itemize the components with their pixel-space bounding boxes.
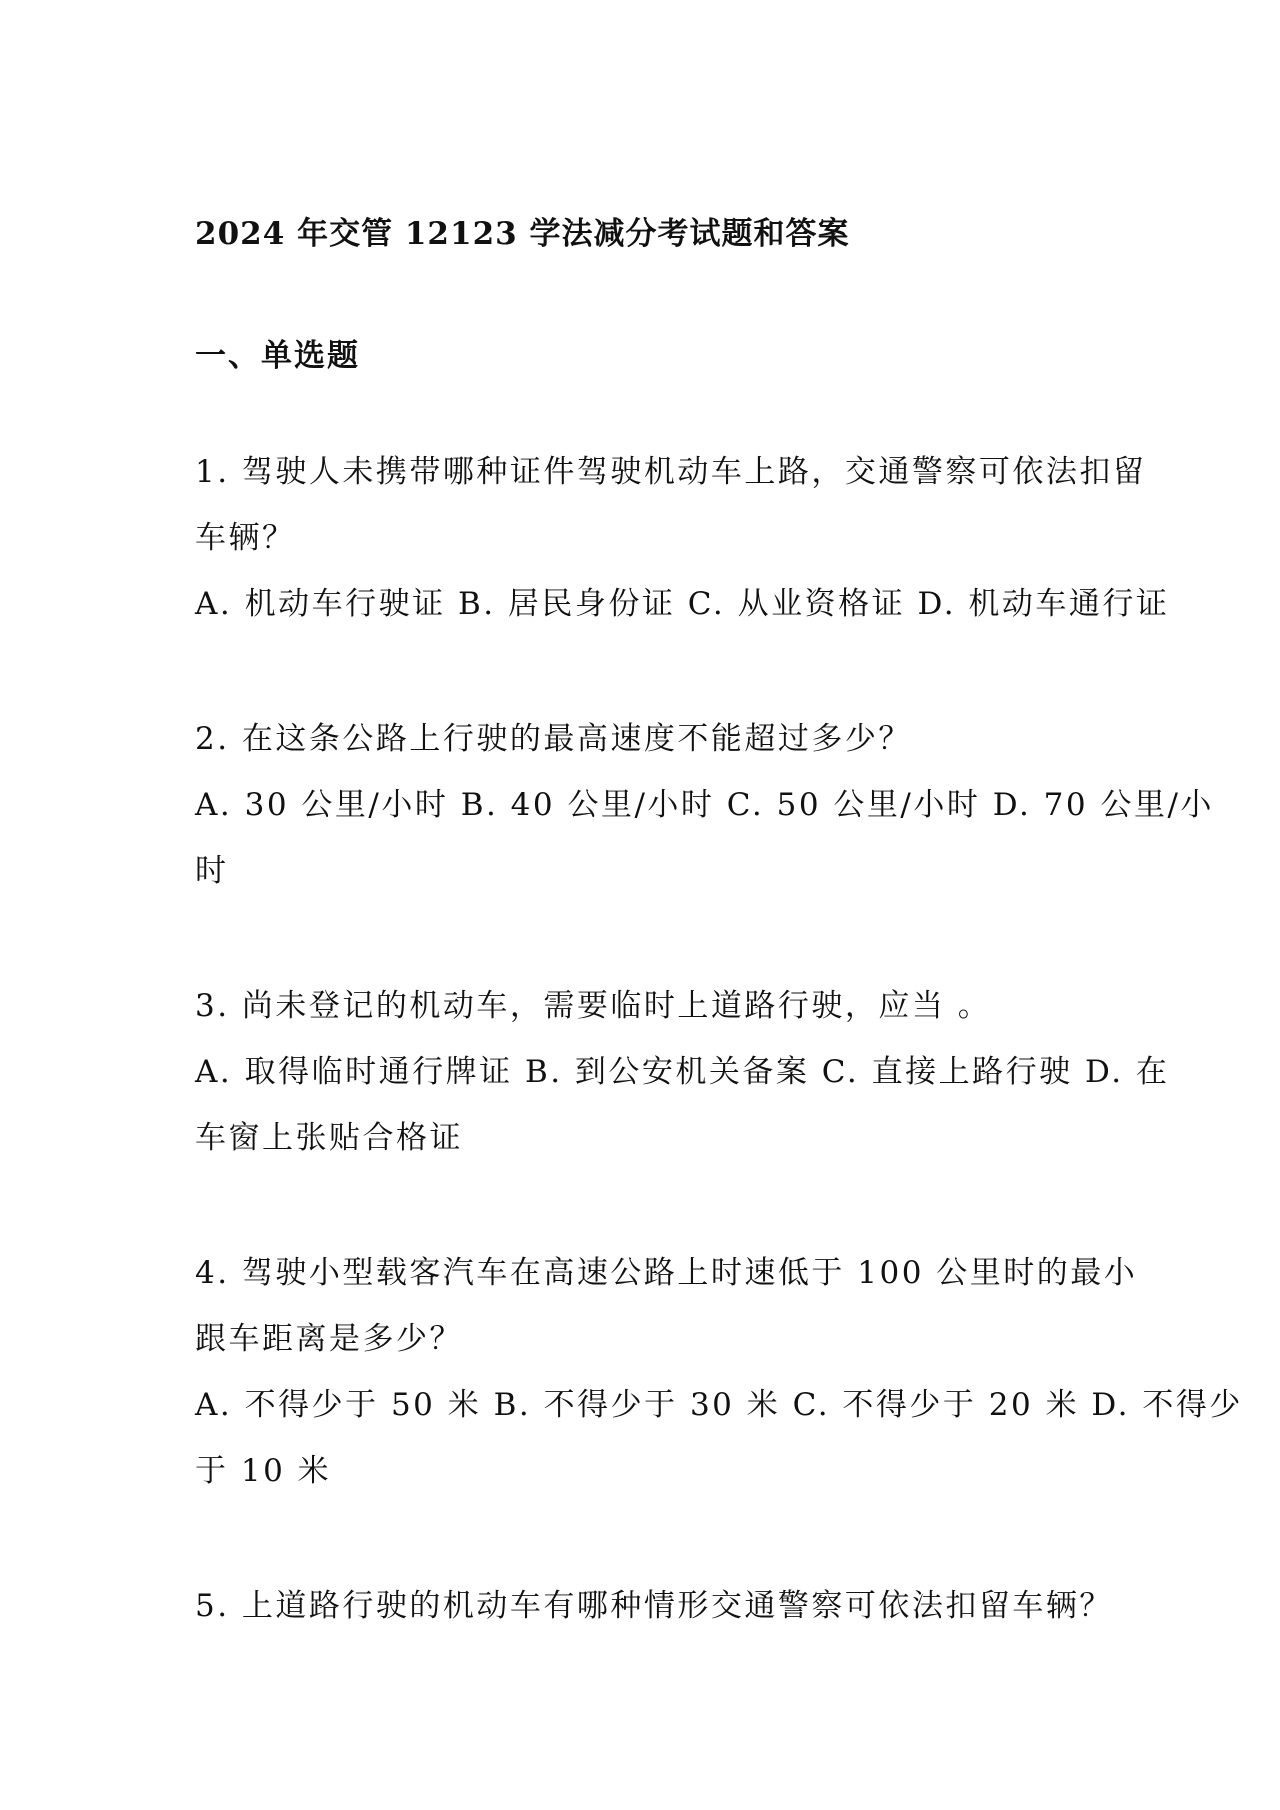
question-1-text-line-2: 车辆？ (195, 520, 296, 556)
question-1-options: A. 机动车行驶证 B. 居民身份证 C. 从业资格证 D. 机动车通行证 (195, 586, 1170, 622)
document-title: 2024 年交管 12123 学法减分考试题和答案 (195, 216, 850, 252)
question-4-text-line-2: 跟车距离是多少？ (195, 1321, 463, 1357)
question-1-text-line-1: 1. 驾驶人未携带哪种证件驾驶机动车上路，交通警察可依法扣留 (195, 454, 1147, 490)
question-2-options-line-2: 时 (195, 853, 229, 889)
question-5-text: 5. 上道路行驶的机动车有哪种情形交通警察可依法扣留车辆？ (195, 1588, 1113, 1624)
question-4-text-line-1: 4. 驾驶小型载客汽车在高速公路上时速低于 100 公里时的最小 (195, 1255, 1138, 1291)
question-3-text: 3. 尚未登记的机动车，需要临时上道路行驶，应当 。 (195, 988, 992, 1024)
question-3-options-line-2: 车窗上张贴合格证 (195, 1120, 463, 1156)
section-heading: 一、单选题 (195, 338, 360, 374)
question-2-options-line-1: A. 30 公里/小时 B. 40 公里/小时 C. 50 公里/小时 D. 70 公里/小 (195, 787, 1214, 823)
question-2-text: 2. 在这条公路上行驶的最高速度不能超过多少？ (195, 721, 912, 757)
question-3-options-line-1: A. 取得临时通行牌证 B. 到公安机关备案 C. 直接上路行驶 D. 在 (195, 1054, 1170, 1090)
question-4-options-line-1: A. 不得少于 50 米 B. 不得少于 30 米 C. 不得少于 20 米 D. 不得少 (195, 1387, 1243, 1423)
question-4-options-line-2: 于 10 米 (195, 1453, 332, 1489)
